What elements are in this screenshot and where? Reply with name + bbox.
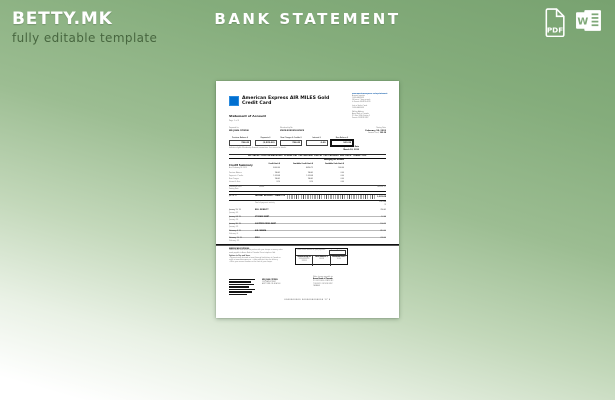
credit-limit-value: 5,000.00 [272, 167, 280, 169]
pdf-icon [541, 8, 568, 37]
row-suffix: CR [383, 205, 386, 207]
tx-date: January 24, 13 [229, 217, 241, 219]
box-label: Previous Balance $ [231, 137, 249, 139]
transaction-row [229, 217, 386, 224]
row-value: 8.10 [276, 181, 280, 183]
summary-note: Managing the Account [323, 160, 344, 162]
rewards-footnote: Indicates eligible Membership Rewards transactions. See reverse for details. [229, 147, 287, 149]
fine-print-line: Amex Bank of Canada [352, 113, 369, 115]
field-label: Prepared for [229, 128, 239, 129]
fine-print-line: • Write your account number on the front of your cheque. [229, 261, 273, 263]
box-label: Interest $ [312, 137, 321, 139]
page-title: BANK STATEMENT [214, 10, 401, 28]
box-label: New Charges & Credits $ [280, 137, 302, 139]
tx-amount: 810.00 [380, 231, 386, 233]
credit-limit-header: Credit Limit $ [268, 164, 280, 165]
row-label: Interest & Fees [229, 181, 241, 183]
fine-print-line: Toronto ON M1W 3W7 [352, 117, 369, 119]
dotted-leader [287, 195, 376, 199]
fine-print-line: Lost or Stolen Cards [352, 105, 368, 107]
tx-posting-date: (February 12) [229, 240, 240, 242]
available-cash-header: Available Cash Limit $ [325, 164, 344, 165]
brand-tagline: fully editable template [12, 31, 158, 45]
row-label: New Charges [229, 178, 239, 180]
row-label: Payments / Credits [229, 175, 244, 177]
tx-posting-date: (January 20) [229, 212, 239, 214]
interest-box [306, 137, 328, 146]
row-value: 766.42 [307, 178, 313, 180]
field-value: February 18, 2013 [365, 130, 386, 133]
credit-summary-title: Credit Summary [229, 164, 253, 167]
membership-banner: WE VALUE YOUR MEMBERSHIP. PLEASE PAY THE AMOUNT DUE BY THE PAYMENT DUE DATE. THANK YOU. [229, 154, 386, 160]
cell-value: XXXX-XXXXXX-XXXXX [298, 258, 310, 262]
tx-description: PAYMENT RECEIVED - THANK YOU [255, 196, 286, 198]
payments-box [255, 137, 277, 146]
box-value: 0.00 [320, 141, 326, 144]
tx-date: Jan 18 13 [229, 196, 237, 198]
row-value: 766.42 [274, 172, 280, 174]
available-cash-value: 500.00 [338, 167, 344, 169]
statement-of-account-title: Statement of Account [229, 114, 266, 118]
pdf-icon-label: PDF [546, 25, 564, 35]
payment-slip-code: 0000000000 0000000000000 17 0 [284, 299, 331, 301]
tx-posting-date: (February 5) [229, 233, 239, 235]
balance-summary-boxes [229, 137, 355, 146]
fine-print-line: made payable to Amex Bank of Canada. Do not staple or fold. [229, 252, 276, 254]
amex-logo-icon [229, 96, 239, 106]
transaction-row [229, 210, 386, 217]
website-link: www.americanexpress.ca/mystatement [352, 94, 388, 95]
tx-posting-date: (January 31) [229, 226, 239, 228]
field-label: Payment Due Date [342, 147, 359, 149]
transaction-row [229, 224, 386, 231]
fine-print-line: Please detach and return this portion with your cheque or money order [229, 250, 283, 252]
tx-description: SHOPPERS DRUG MART [255, 224, 276, 226]
field-label: Closing Date [375, 128, 386, 129]
cell-value: 10.00 [336, 258, 341, 260]
tx-description: STORAGE MART [255, 217, 270, 219]
download-actions [541, 8, 602, 37]
tx-description: AIR CANADA [255, 231, 267, 233]
payee-address [313, 277, 333, 288]
amount-due-corner-note [368, 132, 386, 135]
slip-cell-membership [296, 256, 313, 266]
address-line: 123 MAIN STREET [262, 281, 277, 283]
box-value: (1,323.08) [262, 141, 275, 144]
row-value: 0.00 [340, 172, 344, 174]
field-value: MR JOHN CITIZEN [229, 130, 249, 133]
previous-balance-box [229, 137, 251, 146]
address-line: Amex Bank of Canada [313, 279, 333, 281]
total-payment-activity-row [229, 202, 386, 209]
row-value: 0.00 [340, 181, 344, 183]
row-value: 1,323.08 [306, 175, 313, 177]
address-line: TORONTO ON M1W 3W7 [313, 283, 333, 285]
page-number: Page 1 of 3 [229, 119, 240, 122]
word-icon [575, 8, 602, 33]
fine-print-line: Mailing Address [352, 111, 364, 113]
row-value: 0.00 [340, 175, 344, 177]
cell-value: 103.28 [318, 258, 325, 260]
box-value: 766.42 [241, 141, 249, 144]
perforation-rule-2 [216, 245, 399, 246]
section-title: AMERICAN EXPRESS [229, 248, 250, 250]
tx-date: February 4, 13 [229, 231, 241, 233]
field-label: Membership No [280, 128, 293, 129]
tx-amount: 766.42 [380, 210, 386, 212]
fine-print-line: Options to Pay and Save: [229, 255, 251, 257]
credit-summary-subtitle: As of February 18, 2013 [229, 168, 248, 169]
tx-amount: 230.00 [380, 238, 386, 240]
fine-print-line: In Toronto 905-474-0870 [352, 102, 371, 104]
transaction-row [229, 231, 386, 238]
amount-paid-cell: Amount Paid $ [329, 250, 346, 255]
tx-description: ESSO [255, 238, 260, 240]
field-value: XXXX-XXXXXX-XXXXX [280, 130, 305, 133]
payment-slip-table [295, 248, 348, 265]
tx-date: January 30, 13 [229, 224, 241, 226]
cell-header: Membership No [297, 256, 311, 258]
row-label: Total of payment activity [255, 203, 275, 204]
fine-print-line: P.O. Box 3204, Station F [352, 115, 370, 117]
address-line: MR JOHN CITIZEN [262, 279, 278, 281]
contact-info-block [352, 94, 387, 120]
transactions-table-header [229, 185, 386, 192]
address-line: CANADA [313, 285, 320, 287]
pdf-download-button[interactable] [541, 8, 568, 37]
row-value: 766.42 [307, 172, 313, 174]
address-line: Make cheque payable to: [313, 277, 334, 278]
tx-amount: 12.64 [381, 217, 386, 219]
return-address [262, 280, 281, 287]
tx-date: January 19, 13 [229, 210, 241, 212]
membership-number [280, 128, 304, 133]
box-label: Payments $ [260, 137, 271, 139]
fine-print-line: 1-800-668-2639 [352, 98, 365, 100]
payment-received-row [229, 194, 386, 202]
row-value: 1,323.08 [378, 202, 386, 204]
slip-note: Please enter amount of your payment [296, 249, 326, 251]
column-header-date: Transaction Date [229, 186, 242, 188]
field-value: 103.28 [379, 133, 386, 134]
box-value: 766.42 [292, 141, 300, 144]
account-summary-rows [229, 173, 386, 185]
tx-posting-date: (January 25) [229, 219, 239, 221]
box-label: New Balance $ [335, 137, 349, 139]
address-line: ANYTOWN ON A1A 1A1 [262, 283, 281, 285]
statement-document-preview [216, 81, 399, 318]
fine-print-line: Account Inquiries [352, 96, 365, 98]
new-balance-box [331, 137, 353, 146]
barcode [229, 279, 255, 296]
field-label: Amount Due $ [368, 133, 380, 134]
slip-cell-new-balance [313, 256, 330, 266]
remittance-instructions [229, 248, 291, 264]
fine-print-line: 1-800-668-2639 [352, 108, 365, 110]
fine-print-line: • Payments may be made at most financial institutions in Canada or [229, 257, 281, 259]
column-header-details: Details [259, 186, 265, 188]
column-header-posting: Posting Date [229, 189, 239, 191]
tx-amount: 156.33 [380, 224, 386, 226]
brand-logo: BETTY.MK [12, 9, 113, 29]
row-label: Previous Balance [229, 172, 242, 174]
tx-amount: 1,323.08 [377, 196, 386, 199]
row-value: 766.42 [274, 178, 280, 180]
fine-print-line: 24 hours, 7 days a week [352, 100, 371, 102]
box-value: 103.28 [343, 141, 351, 144]
field-value: March 10, 2013 [343, 149, 359, 152]
tx-date: February 11, 13 [229, 238, 242, 240]
word-download-button[interactable] [575, 8, 602, 37]
cell-header: Minimum Due $ [332, 256, 346, 258]
fine-print-line: online at americanexpress.ca — allow sufficient time for delivery. [229, 259, 278, 261]
address-line: P.O. BOX 3600, STATION F [313, 281, 334, 283]
tx-description: BELL MOBILITY [255, 210, 269, 212]
new-charges-box [280, 137, 302, 146]
row-value: 8.10 [309, 181, 313, 183]
slip-cell-minimum-due [331, 256, 347, 266]
card-title: American Express AIR MILES Gold Credit Card [242, 96, 330, 107]
available-credit-value: 4,896.72 [305, 167, 313, 169]
prepared-for [229, 128, 249, 133]
available-credit-header: Available Credit Limit $ [293, 164, 313, 165]
payment-due-date [342, 147, 359, 152]
word-icon-label: W [577, 16, 589, 28]
cell-header: New Balance $ [315, 256, 328, 258]
column-header-amount: Amount ($) [377, 186, 386, 188]
row-value: 0.00 [340, 178, 344, 180]
row-value: 1,323.08 [273, 175, 280, 177]
